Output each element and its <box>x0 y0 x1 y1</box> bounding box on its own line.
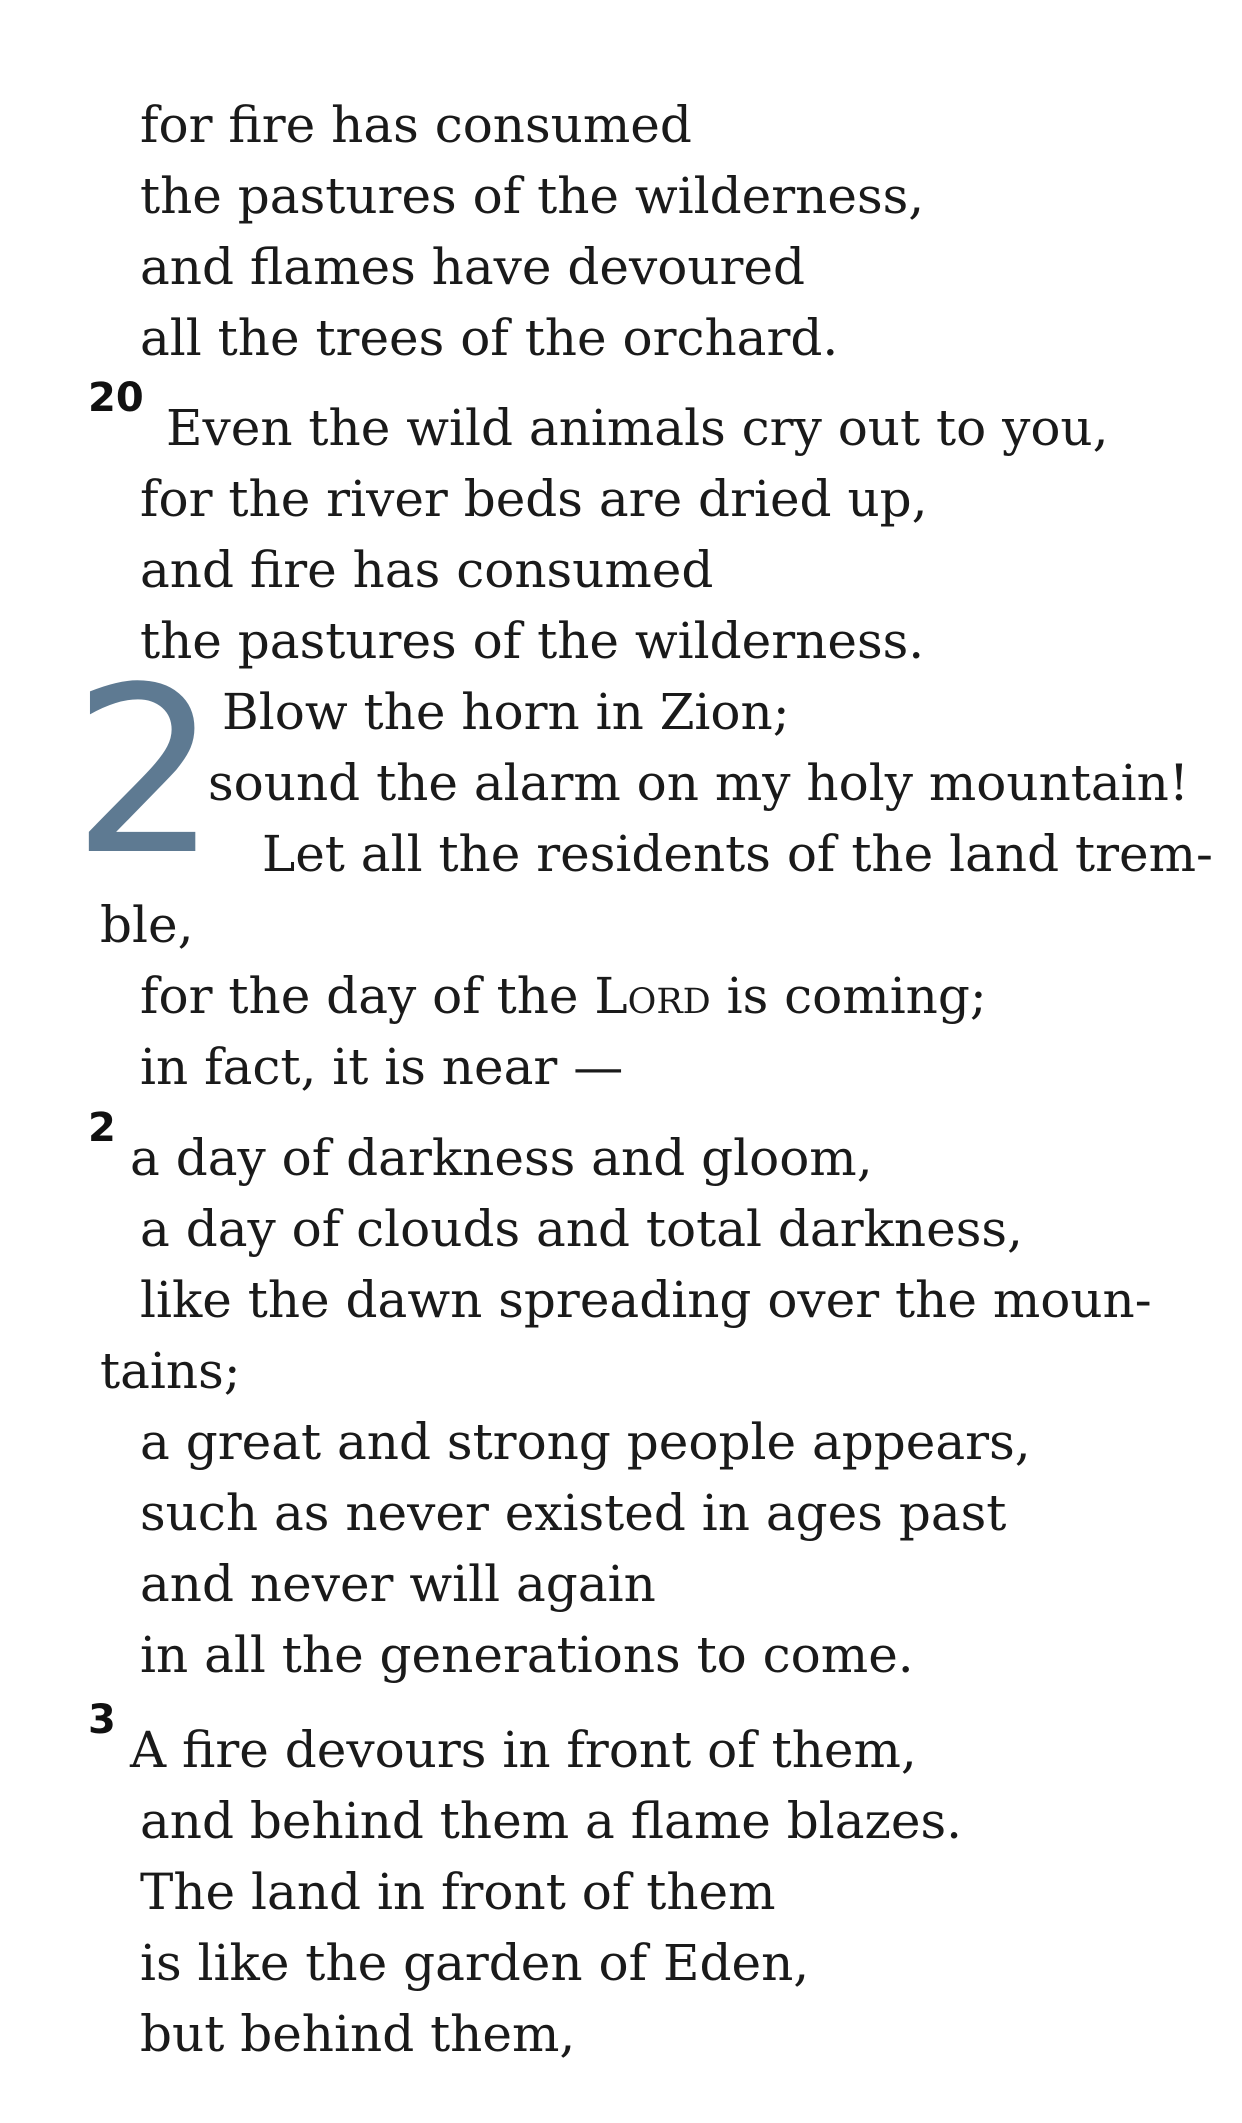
verse-line: the pastures of the wilderness, <box>140 167 925 225</box>
verse-line: the pastures of the wilderness. <box>140 612 925 670</box>
verse-line: a day of darkness and gloom, <box>130 1129 873 1187</box>
verse-line: all the trees of the orchard. <box>140 309 839 367</box>
verse-text: for the day of the <box>140 967 595 1025</box>
verse-line: Let all the residents of the land trem- <box>262 825 1213 883</box>
verse-line: such as never existed in ages past <box>140 1484 1007 1542</box>
verse-text: is coming; <box>710 967 987 1025</box>
verse-number-2: 2 <box>88 1105 116 1151</box>
verse-line: sound the alarm on my holy mountain! <box>208 754 1189 812</box>
verse-line: tains; <box>100 1342 241 1400</box>
chapter-number: 2 <box>72 639 219 906</box>
verse-line: and behind them a flame blazes. <box>140 1792 963 1850</box>
verse-line: and fire has consumed <box>140 541 714 599</box>
verse-line: The land in front of them <box>140 1863 776 1921</box>
verse-line: and never will again <box>140 1555 656 1613</box>
verse-number-20: 20 <box>88 375 144 421</box>
verse-line: like the dawn spreading over the moun- <box>140 1271 1152 1329</box>
verse-number-3: 3 <box>88 1697 116 1743</box>
verse-line: a day of clouds and total darkness, <box>140 1200 1023 1258</box>
verse-line: but behind them, <box>140 2005 576 2063</box>
verse-line: is like the garden of Eden, <box>140 1934 810 1992</box>
verse-line: A fire devours in front of them, <box>130 1721 917 1779</box>
verse-line: Blow the horn in Zion; <box>222 683 790 741</box>
verse-line: Even the wild animals cry out to you, <box>166 399 1109 457</box>
verse-line: for the river beds are dried up, <box>140 470 928 528</box>
verse-line: and flames have devoured <box>140 238 806 296</box>
verse-line: in fact, it is near — <box>140 1038 624 1096</box>
verse-line: for fire has consumed <box>140 96 692 154</box>
verse-line: a great and strong people appears, <box>140 1413 1031 1471</box>
divine-name-lord: Lord <box>594 967 711 1025</box>
verse-line: in all the generations to come. <box>140 1626 914 1684</box>
verse-line: ble, <box>100 896 194 954</box>
verse-line <box>140 966 987 1026</box>
